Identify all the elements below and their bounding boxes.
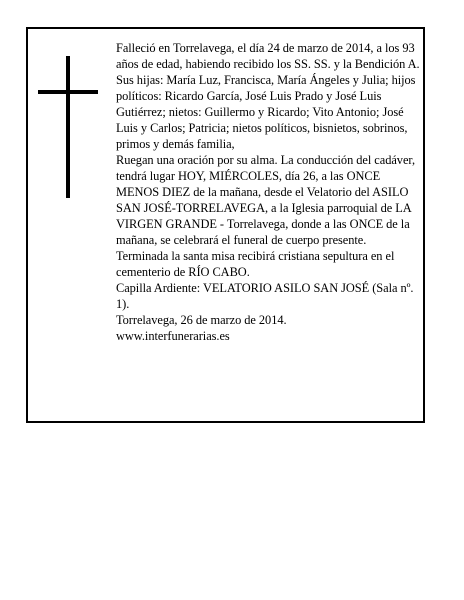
notice-body: [116, 40, 420, 344]
cross-vertical-bar: [66, 56, 70, 198]
website: www.interfunerarias.es: [116, 329, 230, 343]
cross-horizontal-bar: [38, 90, 98, 94]
death-announcement: Falleció en Torrelavega, el día 24 de marzo de 2014, a los 93 años de edad, habiendo recibido los SS. SS. y la Bendición A.: [116, 41, 420, 71]
wake-location: Capilla Ardiente: VELATORIO ASILO SAN JOSÉ (Sala nº. 1).: [116, 281, 414, 311]
notice-date: Torrelavega, 26 de marzo de 2014.: [116, 313, 287, 327]
funeral-details: Ruegan una oración por su alma. La conducción del cadáver, tendrá lugar HOY, MIÉRCOLES, día 26, a las ONCE MENOS DIEZ de la mañana, desde el Velatorio del ASILO SAN JOSÉ-TORRELAVEGA, a la Iglesia parroquial de LA VIRGEN GRANDE - Torrelavega, donde a las ONCE de la mañana, se celebrará el funeral de cuerpo presente. Terminada la santa misa recibirá cristiana sepultura en el cementerio de RÍO CABO.: [116, 153, 416, 279]
family-list: Sus hijas: María Luz, Francisca, María Ángeles y Julia; hijos políticos: Ricardo García, José Luis Prado y José Luis Gutiérrez; nietos: Guillermo y Ricardo; Vito Antonio; José Luis y Carlos; Patricia; nietos políticos, bisnietos, sobrinos, primos y demás familia,: [116, 73, 416, 151]
obituary-notice: [26, 27, 425, 423]
